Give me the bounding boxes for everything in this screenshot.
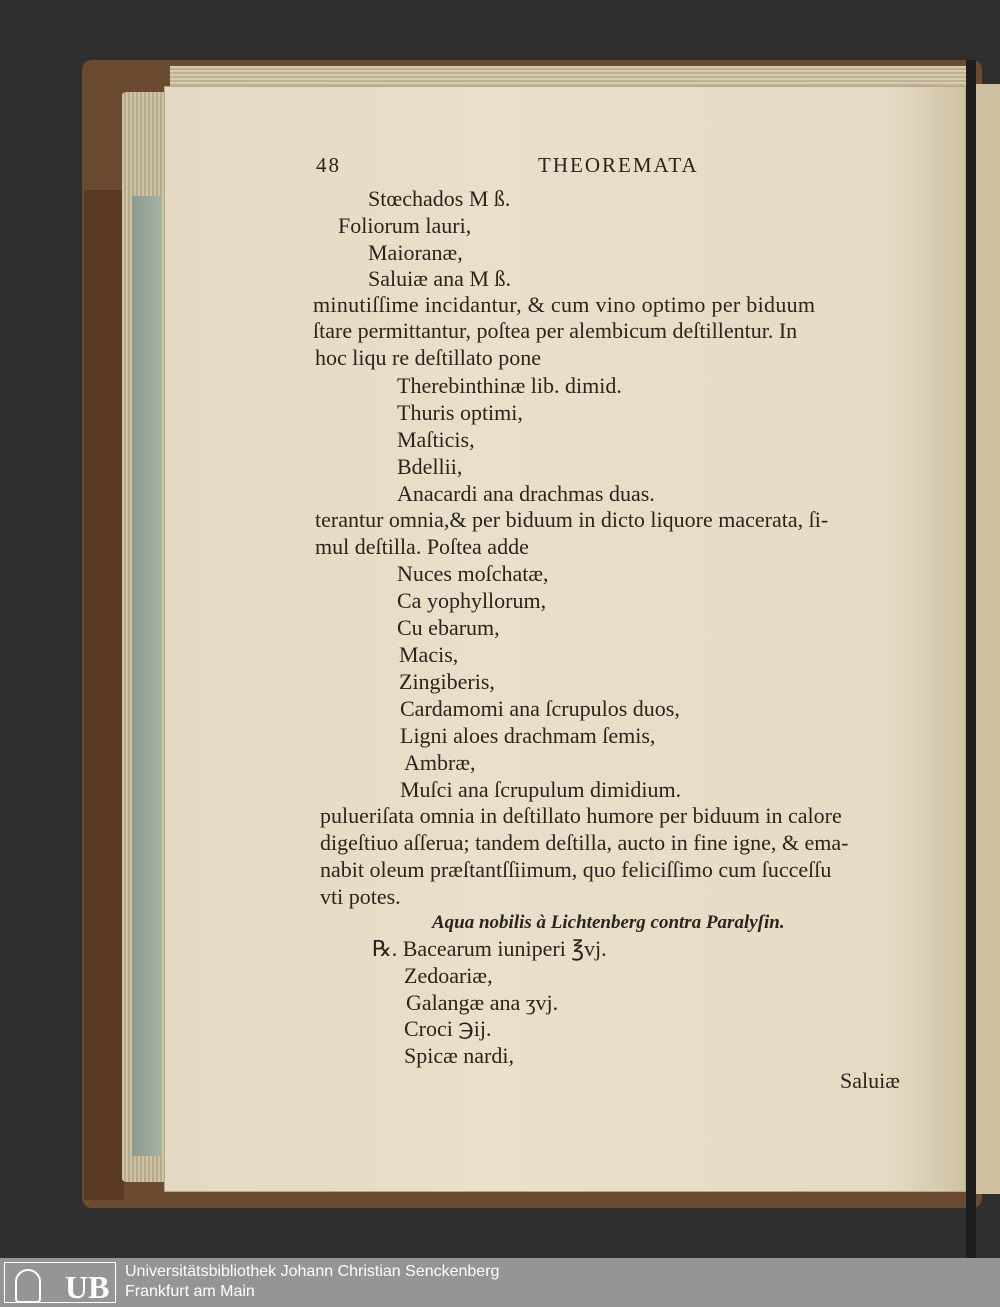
library-name: Universitätsbibliothek Johann Christian Senckenberg [125,1263,500,1280]
text-line: Ligni aloes drachmam ſemis, [400,723,656,748]
text-line: Muſci ana ſcrupulum dimidium. [400,777,682,802]
library-logo[interactable] [4,1262,116,1303]
text-line: Maioranæ, [368,240,463,265]
book-clip [966,60,976,1258]
text-line: Zingiberis, [399,669,495,694]
logo-text: UB [65,1269,110,1305]
text-line: Maſticis, [397,427,475,452]
text-line: Thuris optimi, [397,400,523,425]
text-line: Macis, [399,642,459,667]
text-line: Bdellii, [397,454,463,479]
text-line: Anacardi ana drachmas duas. [397,481,655,506]
text-line: Galangæ ana ʒvj. [406,990,559,1015]
library-footer [0,1258,1000,1307]
portrait-icon [15,1269,41,1303]
text-line: terantur omnia,& per biduum in dicto liquore macerata, ſi- [315,507,829,532]
book-page [164,86,966,1192]
text-line: Stœchados M ß. [368,186,511,211]
text-line: vti potes. [320,884,401,909]
text-line: Ambræ, [404,750,476,775]
text-line: Ca yophyllorum, [397,588,547,613]
text-line: ſtare permittantur, poſtea per alembicum deſtillentur. In [313,318,798,343]
text-line: Cu ebarum, [397,615,500,640]
text-line: hoc liqu re deſtillato pone [315,345,542,370]
book-spine-board [84,190,124,1200]
text-line: Saluiæ ana M ß. [368,266,511,291]
text-line: mul deſtilla. Poſtea adde [315,534,529,559]
text-line: Therebinthinæ lib. dimid. [397,373,622,398]
text-line: Croci ℈ij. [404,1016,492,1041]
text-line: Zedoariæ, [404,963,493,988]
text-line: Foliorum lauri, [338,213,472,238]
text-line: digeſtiuo aſſerua; tandem deſtilla, aucto in fine igne, & ema- [320,830,849,855]
page-edge-tint [132,196,162,1156]
text-line: nabit oleum præſtantſſiimum, quo feliciſſimo cum ſucceſſu [320,857,832,882]
catchword: Saluiæ [840,1068,900,1093]
running-head: THEOREMATA [538,153,699,177]
text-line: pulueriſata omnia in deſtillato humore per biduum in calore [320,803,842,828]
text-line: minutiſſime incidantur, & cum vino optimo per biduum [313,292,816,317]
text-line: Cardamomi ana ſcrupulos duos, [400,696,680,721]
text-line: Nuces moſchatæ, [397,561,549,586]
adjacent-page-edge [972,84,1000,1194]
text-line: Spicæ nardi, [404,1043,514,1068]
text-line: ℞. Bacearum iuniperi ℥vj. [372,936,607,961]
section-heading: Aqua nobilis à Lichtenberg contra Paralyſin. [432,912,785,933]
page-number: 48 [316,153,341,177]
library-location: Frankfurt am Main [125,1283,255,1300]
